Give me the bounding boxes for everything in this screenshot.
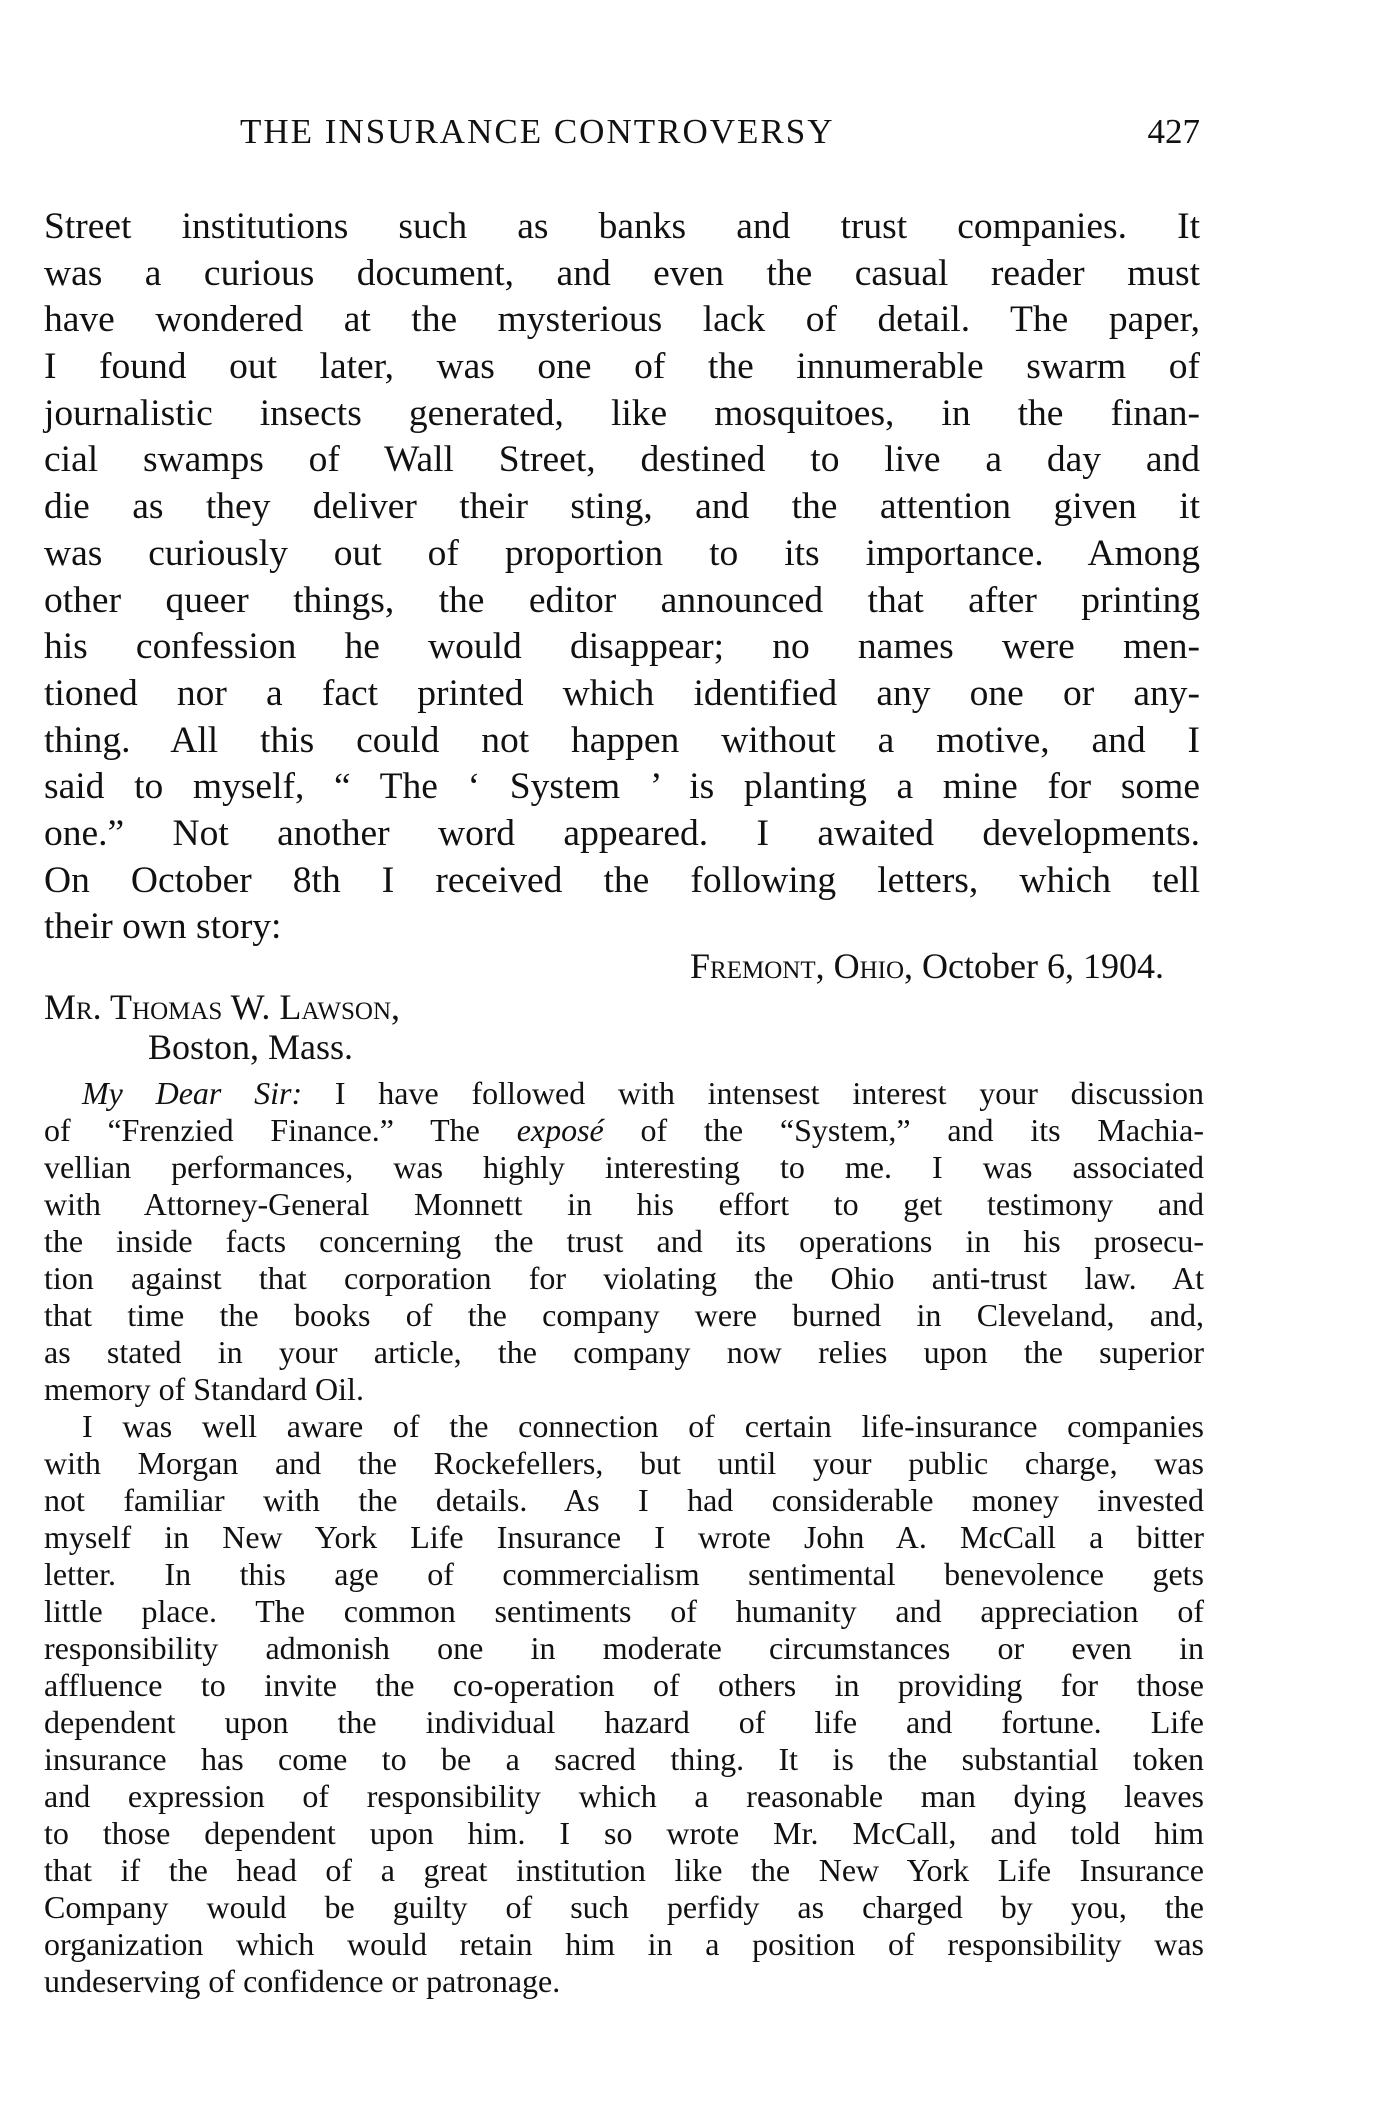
letter-line <box>44 1075 1204 1112</box>
body-line: cial swamps of Wall Street, destined to live a day and <box>44 439 1200 481</box>
body-line: journalistic insects generated, like mosquitoes, in the finan- <box>44 392 1200 434</box>
letter-line: insurance has come to be a sacred thing. It is the substantial token <box>44 1741 1204 1777</box>
letter-line: to those dependent upon him. I so wrote Mr. McCall, and told him <box>44 1815 1204 1851</box>
addressee-city: Boston, Mass. <box>148 1027 354 1067</box>
letter-line: affluence to invite the co-operation of others in providing for those <box>44 1667 1204 1703</box>
running-head-title: THE INSURANCE CONTROVERSY <box>240 112 835 151</box>
addressee-name: Mr. Thomas W. Lawson, <box>44 987 400 1027</box>
letter-line <box>44 1112 1204 1149</box>
letter-line: letter. In this age of commercialism sentimental benevolence gets <box>44 1556 1204 1592</box>
body-line: die as they deliver their sting, and the attention given it <box>44 486 1200 528</box>
body-line: I found out later, was one of the innumerable swarm of <box>44 346 1200 388</box>
dateline-date: October 6, 1904. <box>922 946 1164 986</box>
letter-line: that if the head of a great institution like the New York Life Insurance <box>44 1852 1204 1888</box>
letter-dateline <box>690 945 1164 987</box>
body-line: said to myself, “ The ‘ System ’ is planting a mine for some <box>44 766 1200 808</box>
letter-line: with Morgan and the Rockefellers, but until your public charge, was <box>44 1445 1204 1481</box>
body-line: one.” Not another word appeared. I awaited developments. <box>44 812 1200 854</box>
letter-line: myself in New York Life Insurance I wrote John A. McCall a bitter <box>44 1519 1204 1555</box>
letter-line: little place. The common sentiments of humanity and appreciation of <box>44 1593 1204 1629</box>
body-line: other queer things, the editor announced that after printing <box>44 579 1200 621</box>
letter-body <box>44 1075 1204 2000</box>
letter-line: and expression of responsibility which a reasonable man dying leaves <box>44 1778 1204 1814</box>
letter-line: memory of Standard Oil. <box>44 1371 364 1407</box>
body-line: Street institutions such as banks and trust companies. It <box>44 206 1200 247</box>
body-line: his confession he would disappear; no names were men- <box>44 626 1200 668</box>
running-head <box>44 112 1200 156</box>
body-line: On October 8th I received the following letters, which tell <box>44 859 1200 901</box>
page-number: 427 <box>1147 112 1200 151</box>
body-line: their own story: <box>44 906 282 948</box>
letter-line: that time the books of the company were burned in Cleveland, and, <box>44 1297 1204 1333</box>
letter-line: not familiar with the details. As I had considerable money invested <box>44 1482 1204 1518</box>
letter-line: organization which would retain him in a position of responsibility was <box>44 1926 1204 1962</box>
letter-line: the inside facts concerning the trust and its operations in his prosecu- <box>44 1223 1204 1259</box>
body-line: was curiously out of proportion to its importance. Among <box>44 532 1200 574</box>
letter-line: tion against that corporation for violating the Ohio anti-trust law. At <box>44 1260 1204 1296</box>
letter-line: dependent upon the individual hazard of life and fortune. Life <box>44 1704 1204 1740</box>
body-line: thing. All this could not happen without a motive, and I <box>44 719 1200 761</box>
letter-line: vellian performances, was highly interesting to me. I was associated <box>44 1149 1204 1185</box>
letter-line: Company would be guilty of such perfidy as charged by you, the <box>44 1889 1204 1925</box>
dateline-place: Fremont, Ohio, <box>690 946 914 986</box>
letter-line-text: I have followed with intensest interest your discussion <box>302 1075 1204 1111</box>
letter-line: with Attorney-General Monnett in his effort to get testimony and <box>44 1186 1204 1222</box>
body-line: have wondered at the mysterious lack of detail. The paper, <box>44 299 1200 341</box>
emphasis-expose: exposé <box>516 1112 604 1148</box>
salutation: My Dear Sir: <box>82 1075 303 1111</box>
body-line: was a curious document, and even the casual reader must <box>44 252 1200 294</box>
letter-line: undeserving of confidence or patronage. <box>44 1963 561 1999</box>
letter-addressee <box>44 987 400 1067</box>
letter-line: responsibility admonish one in moderate circumstances or even in <box>44 1630 1204 1666</box>
letter-line-text: of “Frenzied Finance.” The <box>44 1112 517 1148</box>
letter-line: as stated in your article, the company now relies upon the superior <box>44 1334 1204 1370</box>
letter-line: I was well aware of the connection of certain life-insurance companies <box>82 1408 1204 1444</box>
letter-line-text: of the “System,” and its Machia- <box>603 1112 1204 1148</box>
body-line: tioned nor a fact printed which identified any one or any- <box>44 672 1200 714</box>
body-paragraph <box>44 204 1200 951</box>
